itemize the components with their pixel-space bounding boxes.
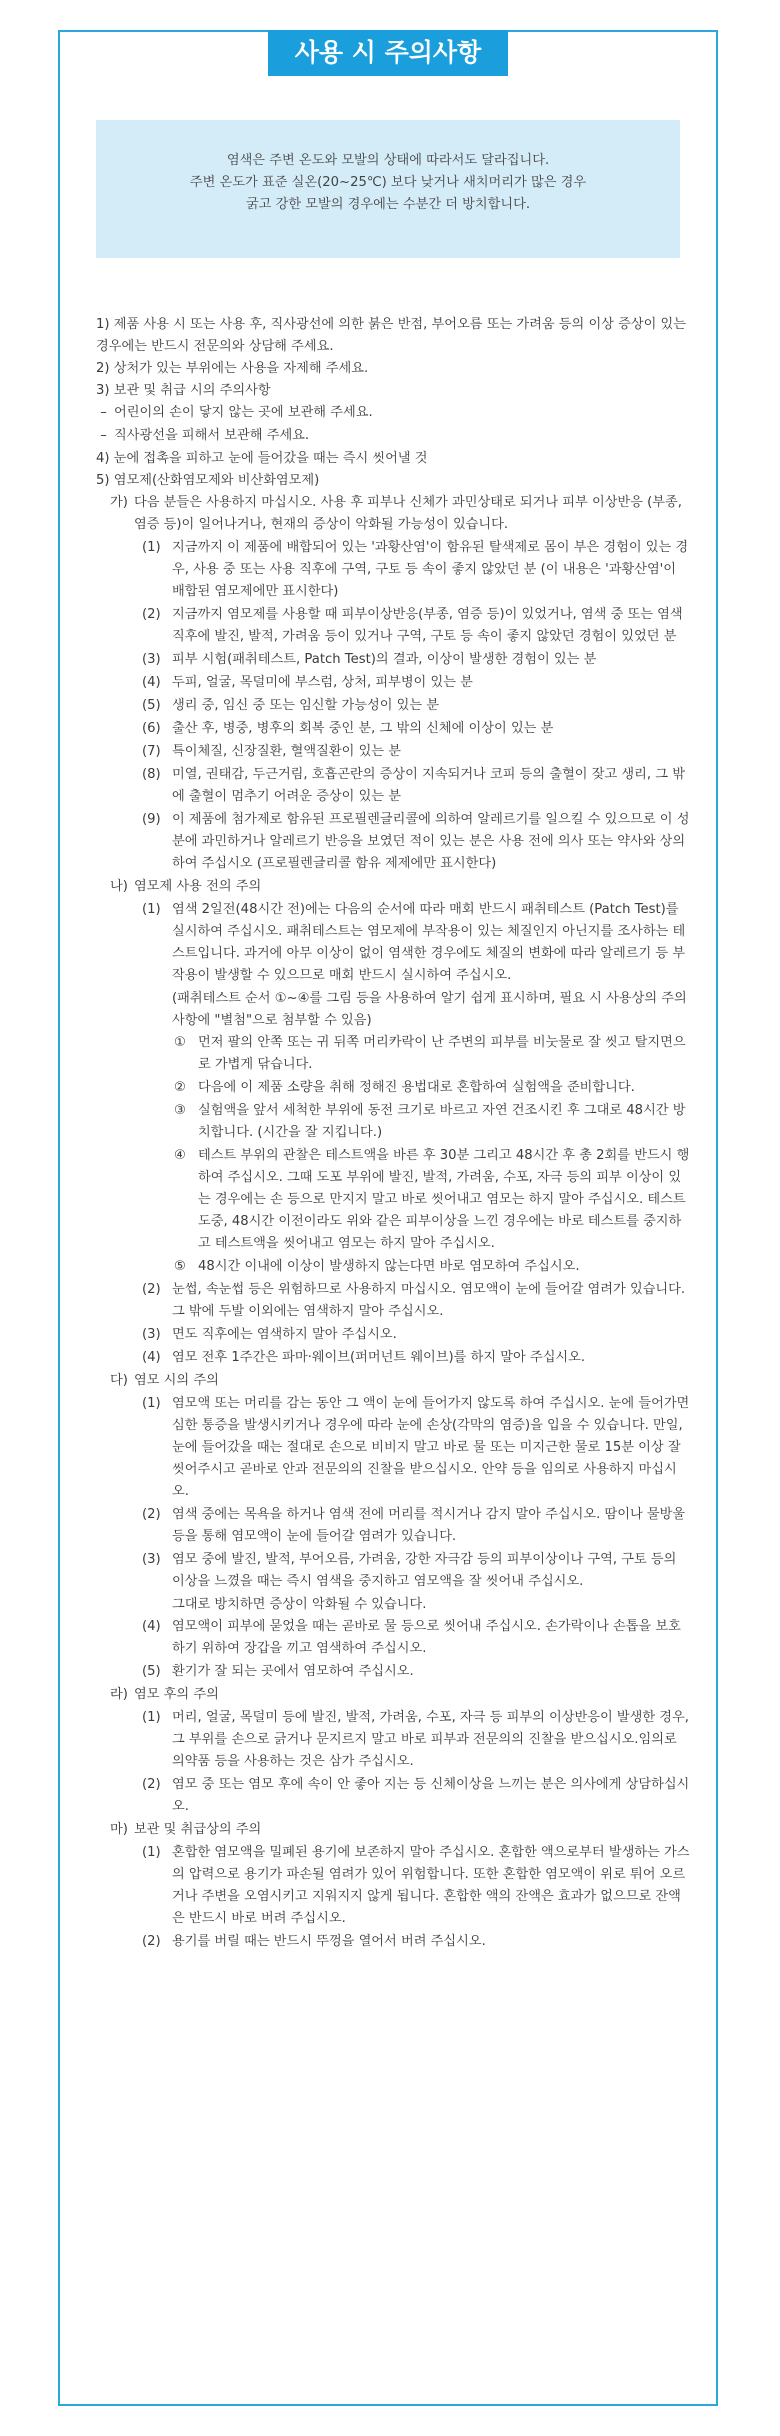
list-item: (1) 염색 2일전(48시간 전)에는 다음의 순서에 따라 매회 반드시 패취테스트 (Patch Test)를 실시하여 주십시오. 패취테스트는 염모제에 부작용이 있는 체질인지 아닌지를 조사하는 테스트입니다. 과거에 아무 이상이 없이 염색한 경우에도 체질의 변화에 따라 알레르기 등 부작용이 발생할 수 있으므로 매회 반드시 실시하여 주십시오. <box>142 902 686 983</box>
list-item-note: 그대로 방치하면 증상이 악화될 수 있습니다. <box>172 1597 427 1612</box>
list-item: (2) 지금까지 염모제를 사용할 때 피부이상반응(부종, 염증 등)이 있었거나, 염색 중 또는 염색 직후에 발진, 발적, 가려움 등이 있거나 구역, 구토 등 속이 좋지 않았던 경험이 있었던 분 <box>142 607 683 644</box>
list-item: (9) 이 제품에 첨가제로 함유된 프로필렌글리콜에 의하여 알레르기를 일으킬 수 있으므로 이 성분에 과민하거나 알레르기 반응을 보였던 적이 있는 분은 사용 전에 의사 또는 약사와 상의하여 주십시오 (프로필렌글리콜 함유 제제에만 표시한다) <box>142 812 690 871</box>
section-ma: 마) 보관 및 취급상의 주의 <box>110 1822 262 1837</box>
list-item: (2) 염색 중에는 목욕을 하거나 염색 전에 머리를 적시거나 감지 말아 주십시오. 땀이나 물방울 등을 통해 염모액이 눈에 들어갈 염려가 있습니다. <box>142 1507 686 1544</box>
list-item: (5) 생리 중, 임신 중 또는 임신할 가능성이 있는 분 <box>142 698 440 713</box>
list-item: ③ 실험액을 앞서 세척한 부위에 동전 크기로 바르고 자연 건조시킨 후 그대로 48시간 방치합니다. (시간을 잘 지킵니다.) <box>174 1103 686 1140</box>
notice-line: 주변 온도가 표준 실온(20~25℃) 보다 낮거나 새치머리가 많은 경우 <box>189 175 587 190</box>
list-item-note: (패취테스트 순서 ①~④를 그림 등을 사용하여 알기 쉽게 표시하며, 필요 시 사용상의 주의사항에 "별첨"으로 첨부할 수 있음) <box>172 991 687 1028</box>
notice-line: 굵고 강한 모발의 경우에는 수분간 더 방치합니다. <box>245 197 531 212</box>
list-item: (1) 혼합한 염모액을 밀폐된 용기에 보존하지 말아 주십시오. 혼합한 액으로부터 발생하는 가스의 압력으로 용기가 파손될 염려가 있어 위험합니다. 또한 혼합한 염모액이 위로 튀어 오르거나 주변을 오염시키고 지워지지 않게 됩니다. 혼합한 액의 잔액은 효과가 없으므로 잔액은 반드시 바로 버려 주십시오. <box>142 1845 690 1926</box>
list-item: (3) 면도 직후에는 염색하지 말아 주십시오. <box>142 1327 397 1342</box>
list-item: – 어린이의 손이 닿지 않는 곳에 보관해 주세요. <box>96 405 373 420</box>
list-item: ① 먼저 팔의 안쪽 또는 귀 뒤쪽 머리카락이 난 주변의 피부를 비눗물로 잘 씻고 탈지면으로 가볍게 닦습니다. <box>174 1035 686 1072</box>
list-item: ④ 테스트 부위의 관찰은 테스트액을 바른 후 30분 그리고 48시간 후 총 2회를 반드시 행하여 주십시오. 그때 도포 부위에 발진, 발적, 가려움, 수포, 자극 등의 피부 이상이 있는 경우에는 손 등으로 만지지 말고 바로 씻어내고 염모는 하지 말아 주십시오. 테스트 도중, 48시간 이전이라도 위와 같은 피부이상을 느낀 경우에는 바로 테스트를 중지하고 테스트액을 씻어내고 염모는 하지 말아 주십시오. <box>174 1148 690 1251</box>
caution-panel <box>58 30 718 2406</box>
list-item: (1) 지금까지 이 제품에 배합되어 있는 '과황산염'이 함유된 탈색제로 몸이 부은 경험이 있는 경우, 사용 중 또는 사용 직후에 구역, 구토 등 속이 좋지 않았던 분 (이 내용은 '과황산염'이 배합된 염모제에만 표시한다) <box>142 540 689 599</box>
section-ra: 라) 염모 후의 주의 <box>110 1687 219 1702</box>
list-item: (3) 피부 시험(패취테스트, Patch Test)의 결과, 이상이 발생한 경험이 있는 분 <box>142 652 597 667</box>
list-item: ② 다음에 이 제품 소량을 취해 정해진 용법대로 혼합하여 실험액을 준비합니다. <box>174 1080 635 1095</box>
section-ga: 가) 다음 분들은 사용하지 마십시오. 사용 후 피부나 신체가 과민상태로 되거나 피부 이상반응 (부종, 염증 등)이 일어나거나, 현재의 증상이 악화될 가능성이 있습니다. <box>110 495 682 532</box>
list-item: (1) 염모액 또는 머리를 감는 동안 그 액이 눈에 들어가지 않도록 하여 주십시오. 눈에 들어가면 심한 통증을 발생시키거나 경우에 따라 눈에 손상(각막의 염증)을 입을 수 있습니다. 만일, 눈에 들어갔을 때는 절대로 손으로 비비지 말고 바로 물 또는 미지근한 물로 15분 이상 잘 씻어주시고 곧바로 안과 전문의의 진찰을 받으십시오. 안약 등을 임의로 사용하지 마십시오. <box>142 1396 690 1499</box>
list-item: (3) 염모 중에 발진, 발적, 부어오름, 가려움, 강한 자극감 등의 피부이상이나 구역, 구토 등의 이상을 느꼈을 때는 즉시 염색을 중지하고 염모액을 잘 씻어내 주십시오. <box>142 1552 677 1589</box>
list-item: (6) 출산 후, 병중, 병후의 회복 중인 분, 그 밖의 신체에 이상이 있는 분 <box>142 721 554 736</box>
list-item: (8) 미열, 권태감, 두근거림, 호흡곤란의 증상이 지속되거나 코피 등의 출혈이 잦고 생리, 그 밖에 출혈이 멈추기 어려운 증상이 있는 분 <box>142 767 685 804</box>
caution-list <box>96 314 692 1954</box>
list-item: 3) 보관 및 취급 시의 주의사항 <box>96 383 271 398</box>
section-da: 다) 염모 시의 주의 <box>110 1373 219 1388</box>
list-item: 1) 제품 사용 시 또는 사용 후, 직사광선에 의한 붉은 반점, 부어오름 또는 가려움 등의 이상 증상이 있는 경우에는 반드시 전문의와 상담해 주세요. <box>96 317 687 354</box>
list-item: – 직사광선을 피해서 보관해 주세요. <box>96 428 310 443</box>
list-item: (1) 머리, 얼굴, 목덜미 등에 발진, 발적, 가려움, 수포, 자극 등 피부의 이상반응이 발생한 경우, 그 부위를 손으로 긁거나 문지르지 말고 바로 피부과 전문의의 진찰을 받으십시오.임의로 의약품 등을 사용하는 것은 삼가 주십시오. <box>142 1710 689 1769</box>
list-item: (4) 염모액이 피부에 묻었을 때는 곧바로 물 등으로 씻어내 주십시오. 손가락이나 손톱을 보호하기 위하여 장갑을 끼고 염색하여 주십시오. <box>142 1619 681 1656</box>
list-item: (2) 눈썹, 속눈썹 등은 위험하므로 사용하지 마십시오. 염모액이 눈에 들어갈 염려가 있습니다. 그 밖에 두발 이외에는 염색하지 말아 주십시오. <box>142 1282 686 1319</box>
list-item: (4) 염모 전후 1주간은 파마·웨이브(퍼머넌트 웨이브)를 하지 말아 주십시오. <box>142 1350 586 1365</box>
page-title: 사용 시 주의사항 <box>268 30 508 76</box>
notice-line: 염색은 주변 온도와 모발의 상태에 따라서도 달라집니다. <box>226 153 550 168</box>
list-item: 4) 눈에 접촉을 피하고 눈에 들어갔을 때는 즉시 씻어낼 것 <box>96 451 428 466</box>
list-item: 2) 상처가 있는 부위에는 사용을 자제해 주세요. <box>96 361 369 376</box>
list-item: (7) 특이체질, 신장질환, 혈액질환이 있는 분 <box>142 744 401 759</box>
list-item: 5) 염모제(산화염모제와 비산화염모제) <box>96 473 320 488</box>
list-item: (5) 환기가 잘 되는 곳에서 염모하여 주십시오. <box>142 1664 414 1679</box>
list-item: ⑤ 48시간 이내에 이상이 발생하지 않는다면 바로 염모하여 주십시오. <box>174 1259 580 1274</box>
list-item: (4) 두피, 얼굴, 목덜미에 부스럼, 상처, 피부병이 있는 분 <box>142 675 473 690</box>
list-item: (2) 용기를 버릴 때는 반드시 뚜껑을 열어서 버려 주십시오. <box>142 1934 486 1949</box>
notice-box <box>96 120 680 258</box>
section-na: 나) 염모제 사용 전의 주의 <box>110 879 262 894</box>
list-item: (2) 염모 중 또는 염모 후에 속이 안 좋아 지는 등 신체이상을 느끼는 분은 의사에게 상담하십시오. <box>142 1777 690 1814</box>
